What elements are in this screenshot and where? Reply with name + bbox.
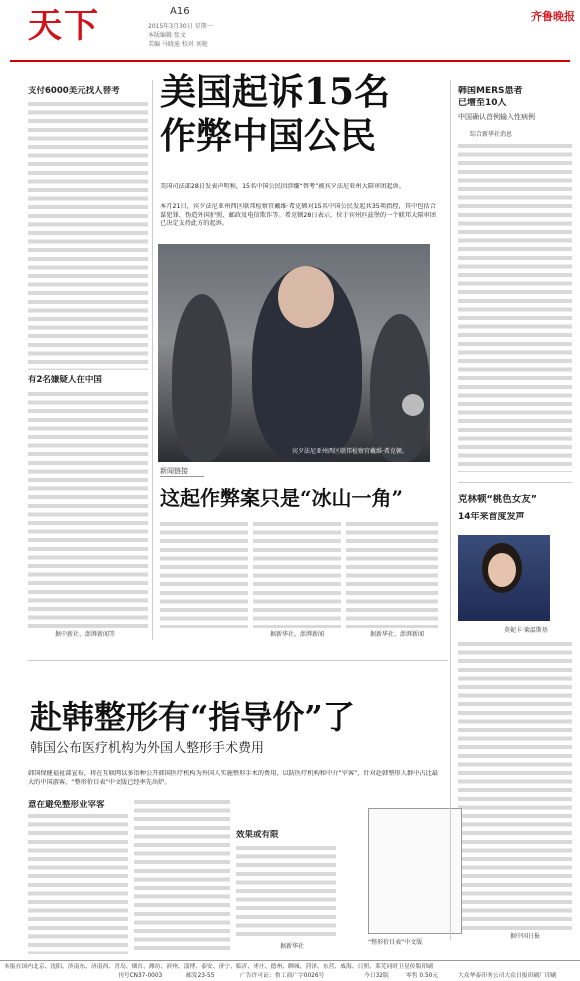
left-source: 据中新社、澎湃新闻等 [55, 631, 116, 638]
footer-postal: 邮发23-55 [186, 973, 215, 979]
korea-subhead-2: 效果或有限 [236, 830, 279, 840]
clinton-photo [458, 535, 550, 621]
speaker-face [278, 266, 334, 328]
divider-right-col [458, 482, 572, 483]
main-photo-caption: 宾夕法尼亚州西区联邦检察官戴维·希克顿。 [292, 448, 408, 455]
masthead-rule [10, 60, 570, 62]
korea-headline: 赴韩整形有“指导价”了 [30, 698, 355, 736]
left-title-1: 支付6000美元找人替考 [28, 86, 120, 96]
related-col-1 [160, 520, 248, 628]
footer-pages: 今日32版 [364, 973, 389, 979]
price-list-caption: “整形价目表”中文版 [368, 939, 423, 946]
mers-title-line1: 韩国MERS患者 [458, 86, 523, 96]
korea-source: 据新华社 [280, 943, 305, 950]
korea-lead: 韩国保健福祉部宣布，将在互联网以多语种公开韩国医疗机构为外国人实施整形手术的费用，以防医疗机构和中介“宰客”，针对赴韩整形人群中占比最大的中国游客，“整形价目表”中文版已经率先出炉。 [28, 770, 438, 786]
main-headline-line2: 作弊中国公民 [160, 115, 377, 157]
face-shape [488, 553, 516, 587]
issue-date: 2015年3月30日 星期一 [148, 23, 213, 30]
related-source-1: 据新华社、澎湃新闻 [270, 631, 325, 638]
left-title-2: 有2名嫌疑人在中国 [28, 375, 102, 385]
price-list-image [368, 808, 462, 934]
main-photo [158, 244, 430, 462]
footer-bar [0, 960, 580, 981]
korea-subheadline: 韩国公布医疗机构为外国人整形手术费用 [30, 741, 265, 756]
main-lead-p2: 本月21日，宾夕法尼亚州西区联邦检察官戴维·希克顿对15名中国公民发起共35项指控，其中包括合谋犯罪、伪造外国护照、邮政及电信欺诈等。希克顿28日表示，位于宾州匹兹堡的一个联邦大陪审团已决定支持此方的起诉。 [160, 203, 436, 228]
left-body-1 [28, 100, 148, 370]
microphone-icon [402, 394, 424, 416]
page-number: A16 [170, 6, 190, 17]
mers-body [458, 142, 572, 472]
footer-printer: 大众华泰印务公司大众日报印刷厂印刷 [458, 973, 557, 979]
footer-ad-license: 广告许可证：鲁工商广字0026号 [240, 973, 325, 979]
korea-col-3 [236, 844, 336, 940]
background-person-right [370, 314, 430, 462]
related-source-2: 据新华社、澎湃新闻 [370, 631, 425, 638]
paper-logo: 齐鲁晚报 [531, 10, 575, 23]
clinton-subtitle: 14年来首度发声 [458, 512, 525, 522]
related-headline: 这起作弊案只是“冰山一角” [160, 486, 404, 510]
background-person-left [172, 294, 232, 462]
design-credit: 美编 马晓迪 校对 刘艳 [148, 41, 208, 48]
divider-right [450, 80, 451, 940]
divider-horizontal [28, 660, 448, 661]
mers-subtitle: 中国确认首例输入性病例 [458, 113, 535, 121]
clinton-body [458, 640, 572, 930]
editor-credit: 本版编辑 张文 [148, 32, 186, 39]
korea-col-2 [134, 798, 230, 954]
related-col-2 [253, 520, 341, 628]
clinton-source: 据中国日报 [510, 933, 541, 940]
mers-byline: 综合新华社消息 [470, 131, 513, 138]
korea-col-1 [28, 812, 128, 954]
divider-left [152, 80, 153, 640]
footer-price: 零售 0.50元 [406, 973, 439, 979]
korea-subhead-1: 意在避免整形业宰客 [28, 800, 105, 810]
main-lead-p1: 美国司法部28日发表声明称，15名中国公民因涉嫌“替考”被宾夕法尼亚州大陪审团起诉。 [160, 183, 405, 190]
related-col-3 [346, 520, 438, 628]
related-tag: 新闻链接 [160, 466, 204, 477]
main-headline-line1: 美国起诉15名 [160, 71, 391, 113]
footer-print-sites: 本报在国内北京、沈阳、济南东、济南西、青岛、烟台、潍坊、滨州、淄博、泰安、济宁、临沂、枣庄、德州、聊城、菏泽、东营、威海、日照、莱芜同时卫星传版印刷 [4, 964, 433, 970]
clinton-title: 克林顿“桃色女友” [458, 494, 537, 505]
clinton-caption: 莫妮卡·莱温斯基 [504, 627, 548, 634]
section-logo: 天下 [28, 6, 100, 46]
mers-title-line2: 已增至10人 [458, 98, 507, 108]
left-body-2 [28, 390, 148, 628]
footer-issn: 刊号CN37-0003 [118, 973, 163, 979]
